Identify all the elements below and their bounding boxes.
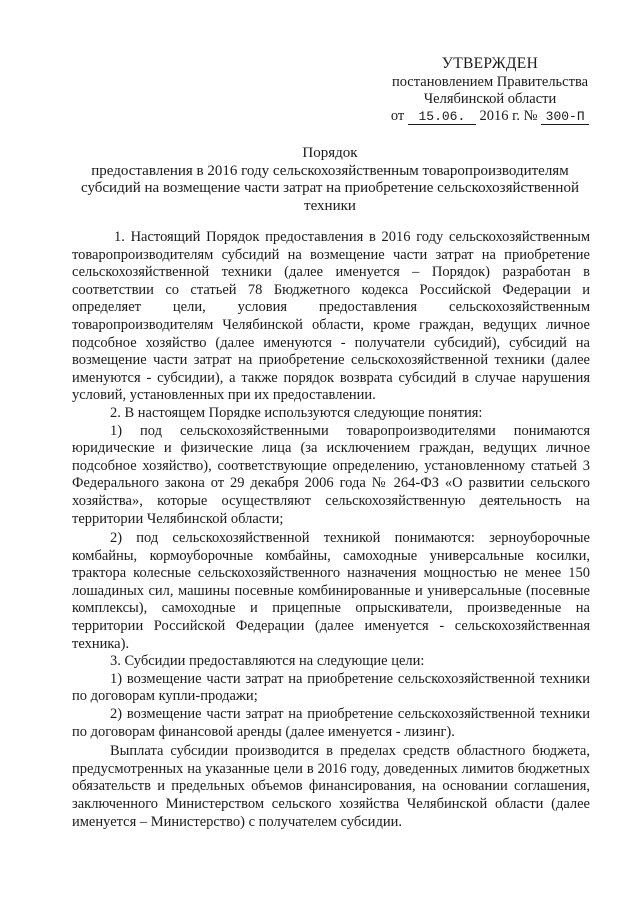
approval-line-2: Челябинской области <box>423 91 557 107</box>
paragraph: 2) под сельскохозяйственной техникой понимаются: зерноуборочные комбайны, кормоуборочные комбайны, самоходные универсальные косилки, трактора колесные сельскохозяйственного назначения мощностью не менее 150 лошадиных сил, машины посевные комбинированные и универсальные (посевные комплексы), самоходные и прицепные опрыскиватели, произведенные на территории Российской Федерации (далее именуется - сельскохозяйственная техника). <box>72 530 590 652</box>
document-heading <box>70 145 590 215</box>
approval-number: 300-П <box>541 109 589 125</box>
approval-line-1: постановлением Правительства <box>391 74 589 90</box>
approval-block <box>385 55 595 125</box>
approval-prefix: от <box>390 108 405 124</box>
paragraph: Выплата субсидии производится в пределах средств областного бюджета, предусмотренных на указанные цели в 2016 году, доведенных лимитов бюджетных обязательств и предельных объемов финансирования, на основании соглашения, заключенного Министерством сельского хозяйства Челябинской области (далее именуется – Министерство) с получателем субсидии. <box>72 743 590 830</box>
paragraph: 2) возмещение части затрат на приобретение сельскохозяйственной техники по договорам финансовой аренды (далее именуется - лизинг). <box>72 706 590 740</box>
approval-date-line <box>385 108 595 125</box>
document-subtitle: предоставления в 2016 году сельскохозяйственным товаропроизводителям субсидий на возмещение части затрат на приобретение сельскохозяйственной техники <box>81 162 579 214</box>
approval-year: 2016 г. № <box>479 108 538 124</box>
paragraph: 1) под сельскохозяйственными товаропроизводителями понимаются юридические и физические лица (за исключением граждан, ведущих личное подсобное хозяйство), соответствующие определению, установленному статьей 3 Федерального закона от 29 декабря 2006 года № 264-ФЗ «О развитии сельского хозяйства», которые осуществляют сельскохозяйственную деятельность на территории Челябинской области; <box>72 422 590 527</box>
paragraph: 2. В настоящем Порядке используются следующие понятия: <box>110 404 483 421</box>
paragraph: 3. Субсидии предоставляются на следующие цели: <box>110 653 425 670</box>
document-title: Порядок <box>302 145 358 161</box>
paragraph: 1) возмещение части затрат на приобретение сельскохозяйственной техники по договорам купли-продажи; <box>72 670 590 705</box>
approval-title: УТВЕРЖДЕН <box>441 55 539 72</box>
document-body <box>72 229 590 831</box>
paragraph: 1. Настоящий Порядок предоставления в 2016 году сельскохозяйственным товаропроизводителям субсидий на возмещение части затрат на приобретение сельскохозяйственной техники (далее именуется – Порядок) разработан в соответствии со статьей 78 Бюджетного кодекса Российской Федерации и определяет цели, условия предоставления сельскохозяйственным товаропроизводителям Челябинской области, кроме граждан, ведущих личное подсобное хозяйство (далее именуются - получатели субсидий), субсидий на возмещение части затрат на приобретение сельскохозяйственной техники (далее именуются - субсидии), а также порядок возврата субсидий в случае нарушения условий, установленных при их предоставлении. <box>72 229 590 404</box>
approval-date: 15.06. <box>408 109 476 125</box>
